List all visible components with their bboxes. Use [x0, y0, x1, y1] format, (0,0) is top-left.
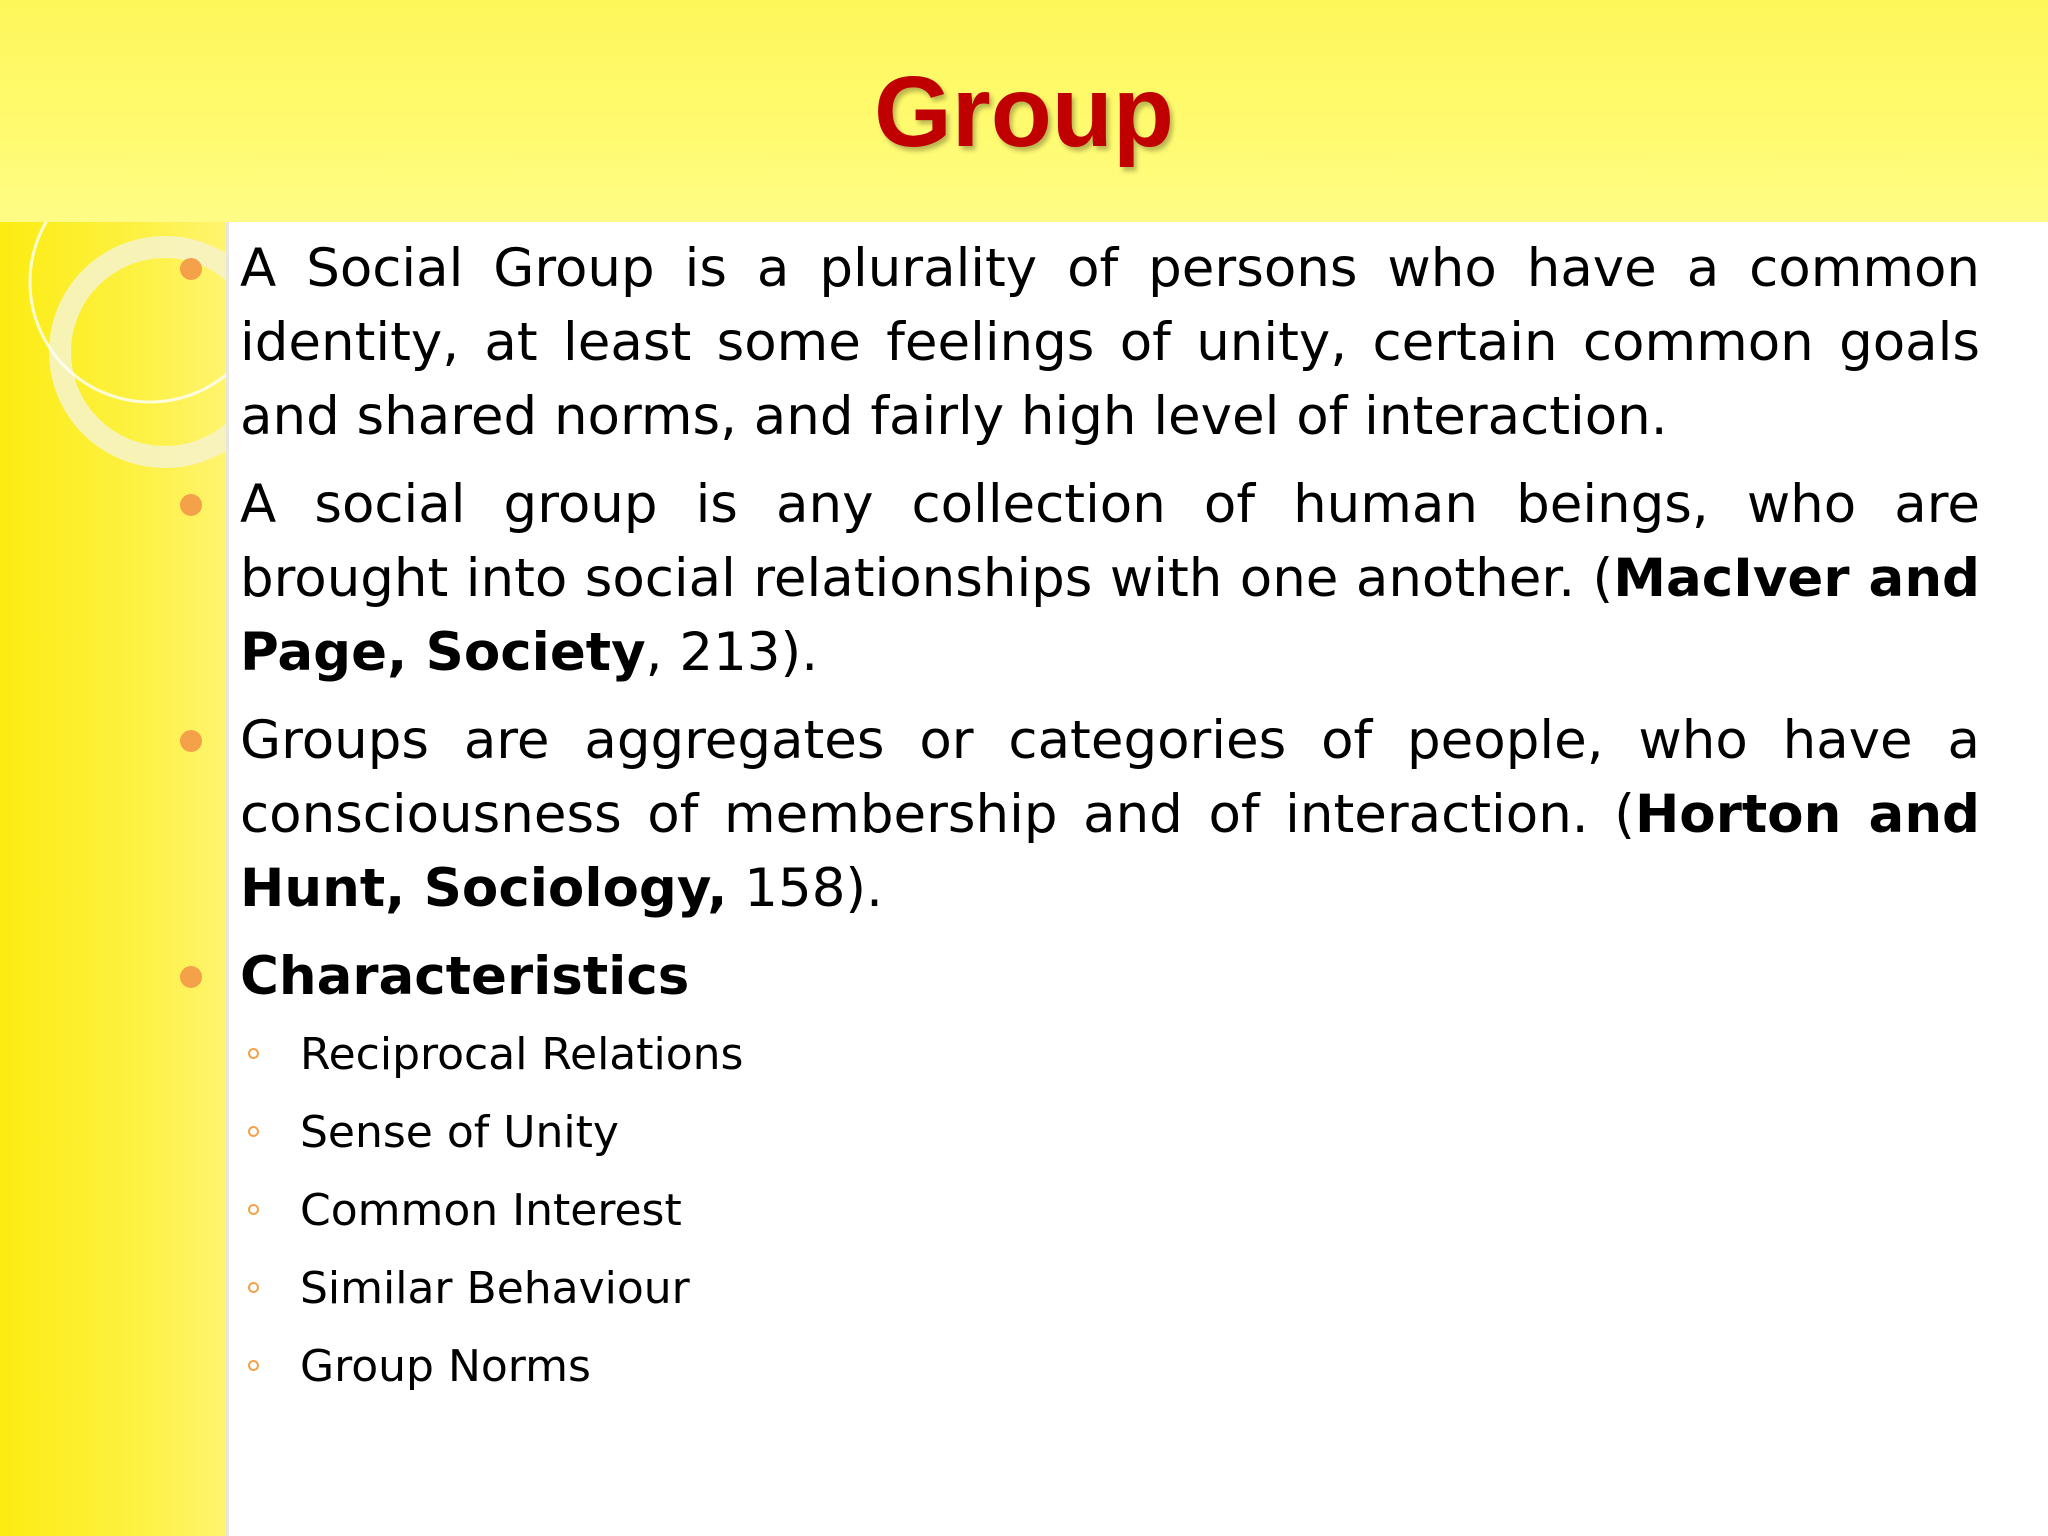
list-item — [170, 1094, 1980, 1172]
citation-page: , 213). — [645, 622, 819, 683]
list-item-text: Common Interest — [300, 1185, 682, 1236]
bullet-dot-icon — [180, 966, 202, 988]
list-item-text: Sense of Unity — [300, 1107, 619, 1158]
slide-content — [170, 232, 1980, 1406]
ring-bullet-icon — [248, 1360, 259, 1371]
ring-bullet-icon — [248, 1048, 259, 1059]
citation-source: MacIver and Page, Society — [240, 548, 1980, 683]
citation-source: Horton and Hunt, Sociology, — [240, 784, 1980, 919]
list-item-text: Group Norms — [300, 1341, 591, 1392]
list-item — [170, 1016, 1980, 1094]
ring-bullet-icon — [248, 1282, 259, 1293]
ring-bullet-icon — [248, 1126, 259, 1137]
list-item — [170, 1250, 1980, 1328]
slide-title: Group — [874, 56, 1174, 168]
list-item-text: Reciprocal Relations — [300, 1029, 744, 1080]
bullet-dot-icon — [180, 730, 202, 752]
characteristics-heading-text: Characteristics — [240, 946, 690, 1007]
ring-bullet-icon — [248, 1204, 259, 1215]
bullet-text: A social group is any collection of human beings, who are brought into social relationships with one another. ( — [240, 474, 1980, 609]
bullet-social-group-definition — [170, 232, 1980, 454]
bullet-text: Groups are aggregates or categories of people, who have a consciousness of membership and of interaction. ( — [240, 710, 1980, 845]
list-item — [170, 1172, 1980, 1250]
citation-page: 158). — [727, 858, 883, 919]
bullet-maciver-page-definition — [170, 468, 1980, 690]
bullet-dot-icon — [180, 494, 202, 516]
list-item-text: Similar Behaviour — [300, 1263, 690, 1314]
characteristics-heading — [170, 940, 1980, 1014]
bullet-horton-hunt-definition — [170, 704, 1980, 926]
bullet-text: A Social Group is a plurality of persons who have a common identity, at least some feelings of unity, certain common goals and shared norms, and fairly high level of interaction. — [240, 238, 1980, 447]
bullet-dot-icon — [180, 258, 202, 280]
list-item — [170, 1328, 1980, 1406]
characteristics-list — [170, 1016, 1980, 1406]
